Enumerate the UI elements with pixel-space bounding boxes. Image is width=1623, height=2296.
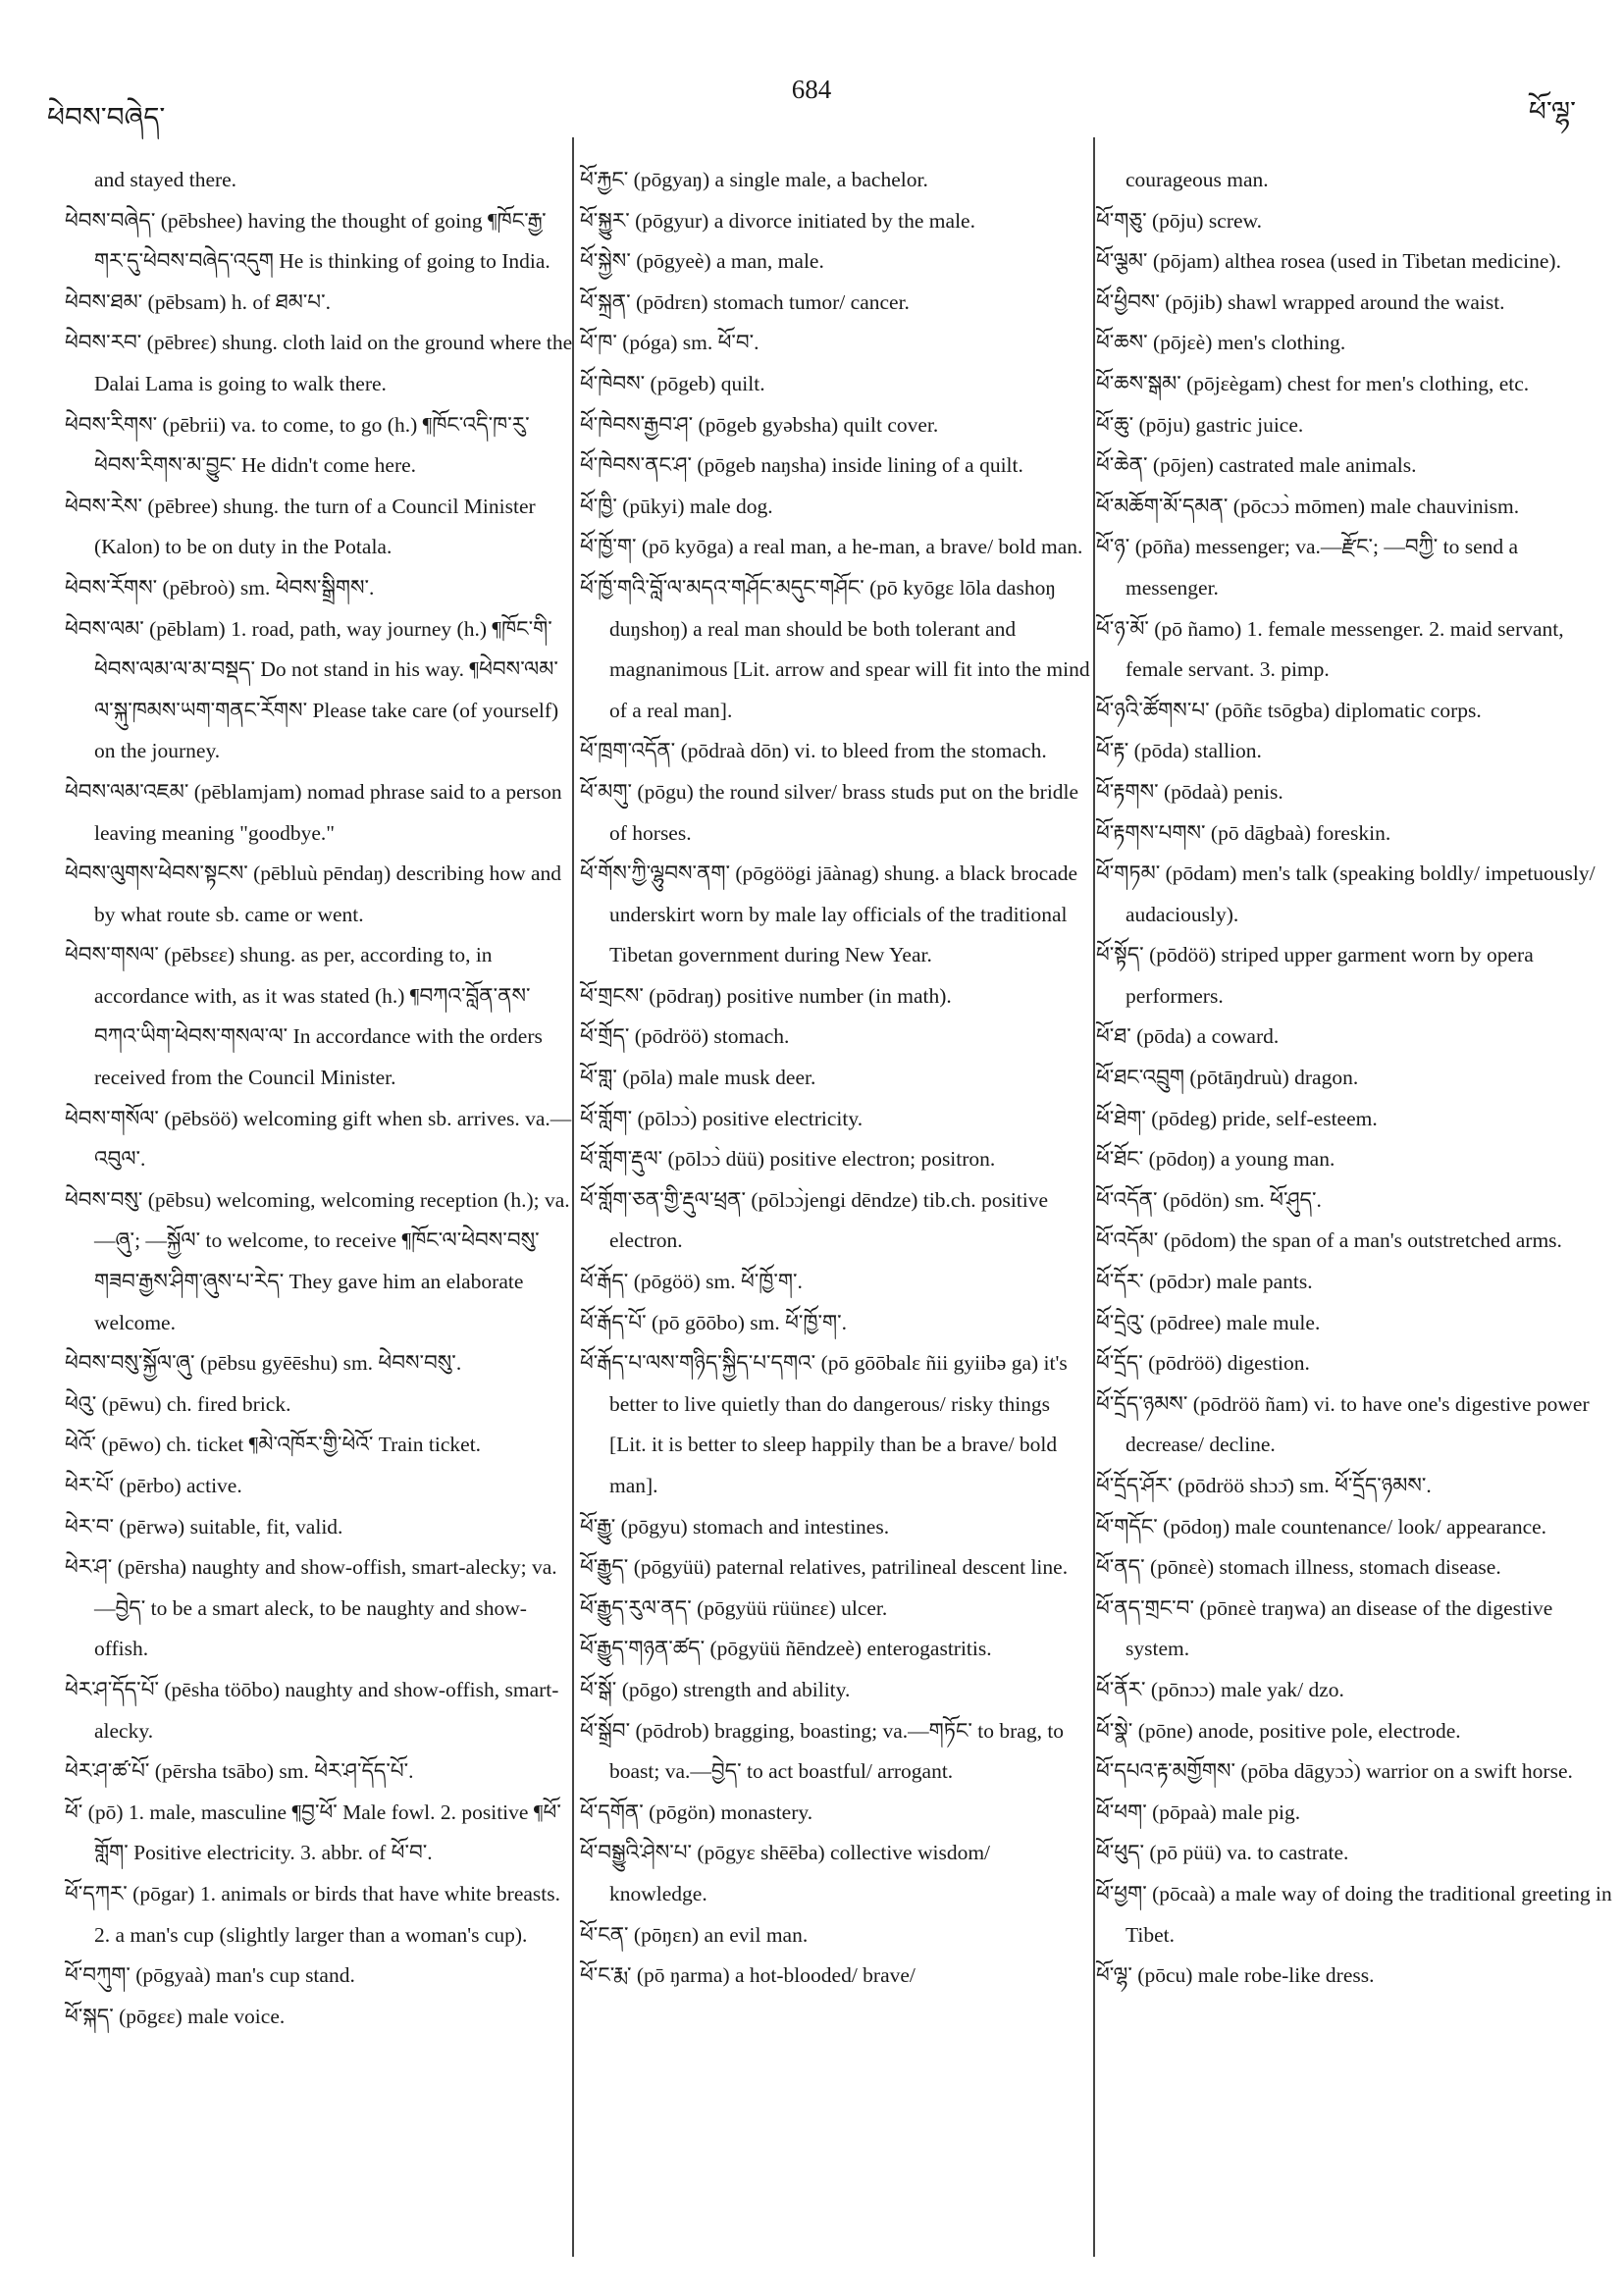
dictionary-entry: ཕོ་དྲོད་ཤོར་ (pōdröö shɔɔ̄) sm. ཕོ་དྲོད་ཉམས་. — [1096, 1474, 1432, 1497]
dictionary-entry: ཕོ་རྒོད་པོ་ (pō gōōbo) sm. ཕོ་ཁྱོ་ག་. — [580, 1310, 848, 1334]
dictionary-entry: ཕོ་ཁེབས་རྒྱབ་ཤ་ (pōgeb gyəbsha) quilt cover. — [580, 412, 939, 437]
dictionary-entry: ཕེར་ཤ་ཚ་པོ་ (pērsha tsābo) sm. ཕེར་ཤ་དོད་པོ་. — [65, 1759, 414, 1784]
dictionary-entry: ཕོ་དྲོད་ཉམས་ (pōdröö ñam) vi. to have one's digestive power decrease/ decline. — [1096, 1391, 1590, 1457]
dictionary-entry: ཕོ་ཐེག་ (pōdeg) pride, self-esteem. — [1096, 1106, 1378, 1130]
dictionary-entry: ཕོ་ཁྱོ་ག་ (pō kyōga) a real man, a he-man, a brave/ bold man. — [580, 535, 1083, 559]
dictionary-entry: ཕོ་མཆོག་མོ་དམན་ (pōcɔɔ̀ mōmen) male chauvinism. — [1096, 494, 1520, 518]
dictionary-entry: ཕོ་རྐྱང་ (pōgyaŋ) a single male, a bachelor. — [580, 168, 928, 191]
dictionary-entry: ཕོ་ (pō) 1. male, masculine ¶བྱ་ཕོ་ Male fowl. 2. positive ¶ཕོ་གློག་ Positive electricity. 3. abbr. of ཕོ་བ་. — [65, 1800, 561, 1865]
dictionary-entry: ཕེབས་རབ་ (pēbreε) shung. cloth laid on the ground where the Dalai Lama is going to walk there. — [65, 331, 573, 395]
dictionary-entry: ཕོ་ཉ་ (pōña) messenger; va.—རྫོང་; —བཀྱི་ to send a messenger. — [1096, 535, 1519, 600]
column-divider — [1093, 137, 1095, 2257]
dictionary-entry: ཕེབས་ཐམ་ (pēbsam) h. of ཐམ་པ་. — [65, 289, 331, 314]
dictionary-entry: ཕོ་སྐྱུར་ (pōgyur) a divorce initiated by the male. — [580, 208, 975, 233]
dictionary-entry: ཕོ་ཕུད་ (pō püü) va. to castrate. — [1096, 1841, 1349, 1865]
dictionary-entry: ཕོ་གླ་ (pōla) male musk deer. — [580, 1066, 816, 1090]
dictionary-entry: ཕོ་བསྒྱུའི་ཤེས་པ་ (pōgyε shēēba) collective wisdom/ knowledge. — [580, 1841, 991, 1905]
dictionary-entry: ཕོ་རྒོད་ (pōgöö) sm. ཕོ་ཁྱོ་ག་. — [580, 1270, 803, 1294]
dictionary-entry: ཕོ་དྲེའུ་ (pōdree) male mule. — [1096, 1310, 1321, 1334]
dictionary-entry: courageous man. — [1126, 168, 1269, 191]
dictionary-entry: ཕོ་ཐོང་ (pōdoŋ) a young man. — [1096, 1147, 1335, 1172]
dictionary-entry: ཕོ་ཆས་སྒམ་ (pōjεègam) chest for men's clothing, etc. — [1096, 371, 1530, 395]
dictionary-entry: ཕོ་སྣེ་ (pōne) anode, positive pole, electrode. — [1096, 1718, 1461, 1743]
dictionary-entry: ཕོ་གློག་རྡུལ་ (pōlɔɔ̀ düü) positive electron; positron. — [580, 1147, 996, 1172]
dictionary-entry: ཕོ་ཆུ་ (pōju) gastric juice. — [1096, 412, 1304, 437]
dictionary-entry: ཕེབས་རེས་ (pēbree) shung. the turn of a Council Minister (Kalon) to be on duty in the Potala. — [65, 494, 536, 559]
dictionary-entry: ཕོ་རྒོད་པ་ལས་གཉིད་སྐྱིད་པ་དགའ་ (pō gōōbalε ñii gyiibə ga) it's better to live quietly than do dangerous/ risky things [Lit. it is better to sleep happily than be a brave/ bold man]. — [580, 1351, 1068, 1497]
dictionary-entry: ཕོ་རྟགས་ (pōdaà) penis. — [1096, 779, 1283, 804]
dictionary-entry: ཕེབས་ལམ་ (pēblam) 1. road, path, way journey (h.) ¶ཁོང་གི་ཕེབས་ལམ་ལ་མ་བསྡད་ Do not stand in his way. ¶ཕེབས་ལམ་ལ་སྐུ་ཁམས་ཡག་གནང་རོགས་ Please take care (of yourself) on the journey. — [65, 616, 559, 763]
dictionary-entry: ཕོ་ཉའི་ཚོགས་པ་ (pōñε tsōgba) diplomatic corps. — [1096, 698, 1482, 722]
dictionary-entry: ཕོ་གློག་ (pōlɔɔ̀) positive electricity. — [580, 1106, 864, 1130]
dictionary-column-2 — [580, 160, 1090, 1997]
dictionary-entry: ཕོ་ནད་ (pōnεè) stomach illness, stomach disease. — [1096, 1555, 1501, 1580]
dictionary-entry: ཕོ་འདོན་ (pōdön) sm. ཕོ་ཤུད་. — [1096, 1187, 1322, 1212]
dictionary-entry: ཕོ་ལྕམ་ (pōjam) althea rosea (used in Tibetan medicine). — [1096, 249, 1561, 274]
dictionary-entry: ཕོ་ནད་གྲང་བ་ (pōnεè traŋwa) an disease of the digestive system. — [1096, 1595, 1553, 1661]
dictionary-column-1 — [65, 160, 575, 2037]
dictionary-entry: ཕེབས་གསོལ་ (pēbsöö) welcoming gift when sb. arrives. va.—འབུལ་. — [65, 1106, 572, 1172]
dictionary-entry: ཕོ་གཏམ་ (pōdam) men's talk (speaking boldly/ impetuously/ audaciously). — [1096, 861, 1596, 926]
dictionary-entry: ཕེབས་བསུ་སྐྱོལ་ཞུ་ (pēbsu gyēēshu) sm. ཕེབས་བསུ་. — [65, 1351, 462, 1376]
running-headword-right: ཕོ་ལྷ་ — [1528, 97, 1576, 128]
dictionary-entry: ཕོ་རྟ་ (pōda) stallion. — [1096, 739, 1262, 763]
dictionary-entry: ཕོ་སྐྱེས་ (pōgyeè) a man, male. — [580, 249, 824, 274]
dictionary-column-3 — [1096, 160, 1616, 1997]
dictionary-entry: ཕོ་ཐ་ (pōda) a coward. — [1096, 1024, 1280, 1049]
dictionary-entry: ཕོ་འདོམ་ (pōdom) the span of a man's outstretched arms. — [1096, 1228, 1562, 1253]
dictionary-entry: ཕོ་སྐད་ (pōgεε) male voice. — [65, 2004, 286, 2028]
dictionary-entry: ཕོ་རྒྱུད་ (pōgyüü) paternal relatives, patrilineal descent line. — [580, 1555, 1069, 1580]
dictionary-entry: ཕེབས་བསུ་ (pēbsu) welcoming, welcoming reception (h.); va.—ཞུ་; —སྐྱོལ་ to welcome, to receive ¶ཁོང་ལ་ཕེབས་བསུ་གཟབ་རྒྱས་ཤིག་ཞུས་པ་རེད་ They gave him an elaborate welcome. — [65, 1187, 570, 1334]
dictionary-entry: ཕོ་ང་རྨ་ (pō ŋarma) a hot-blooded/ brave/ — [580, 1963, 916, 1988]
dictionary-entry: ཕོ་ཕྱིབས་ (pōjib) shawl wrapped around the waist. — [1096, 289, 1505, 314]
dictionary-entry: ཕོ་ཁྱི་ (pūkyi) male dog. — [580, 494, 773, 518]
dictionary-entry: ཕོ་སྒོ་ (pōgo) strength and ability. — [580, 1677, 851, 1701]
dictionary-entry: ཕོ་སྐྲན་ (pōdrεn) stomach tumor/ cancer. — [580, 289, 910, 314]
dictionary-entry: ཕོ་གོས་ཀྱི་ལྷུབས་ནག་ (pōgöögi jāànag) shung. a black brocade underskirt worn by male lay officials of the traditional Tibetan government during New Year. — [580, 861, 1078, 967]
dictionary-entry: ཕོ་གློག་ཅན་གྱི་རྡུལ་ཕྲན་ (pōlɔɔ̀jengi dēndze) tib.ch. positive electron. — [580, 1187, 1049, 1253]
dictionary-entry: ཕོ་མགུ་ (pōgu) the round silver/ brass studs put on the bridle of horses. — [580, 779, 1079, 845]
dictionary-entry: ཕེབས་བཞེད་ (pēbshee) having the thought of going ¶ཁོང་རྒྱ་གར་དུ་ཕེབས་བཞེད་འདུག He is thinking of going to India. — [65, 208, 550, 274]
dictionary-entry: ཕོ་ལྷ་ (pōcu) male robe-like dress. — [1096, 1963, 1375, 1988]
dictionary-entry: ཕོ་རྒྱུད་གཉན་ཚད་ (pōgyüü ñēndzeè) enterogastritis. — [580, 1637, 992, 1661]
dictionary-entry: ཕོ་གདོང་ (pōdoŋ) male countenance/ look/ appearance. — [1096, 1514, 1547, 1539]
dictionary-entry: ཕོ་སྒྲོབ་ (pōdrob) bragging, boasting; va.—གཏོང་ to brag, to boast; va.—བྱེད་ to act boastful/ arrogant. — [580, 1718, 1065, 1784]
dictionary-entry: ཕོ་གཅུ་ (pōju) screw. — [1096, 208, 1263, 233]
dictionary-entry: ཕོ་ཆས་ (pōjεè) men's clothing. — [1096, 331, 1346, 355]
dictionary-entry: ཕོ་དགོན་ (pōgön) monastery. — [580, 1800, 813, 1824]
dictionary-entry: ཕེབས་ལམ་འཇམ་ (pēblamjam) nomad phrase said to a person leaving meaning "goodbye." — [65, 779, 562, 845]
dictionary-entry: ཕེབས་རོགས་ (pēbroò) sm. ཕེབས་སྒྲིགས་. — [65, 575, 375, 600]
dictionary-entry: ཕོ་དོར་ (pōdɔr) male pants. — [1096, 1270, 1313, 1294]
dictionary-entry: ཕོ་ཁ་ (póga) sm. ཕོ་བ་. — [580, 331, 759, 355]
dictionary-entry: ཕོ་གྲོད་ (pōdröö) stomach. — [580, 1024, 790, 1049]
dictionary-entry: ཕེར་བ་ (pērwə) suitable, fit, valid. — [65, 1514, 343, 1539]
dictionary-entry: ཕོ་རྒྱུད་རུལ་ནད་ (pōgyüü rüünεε) ulcer. — [580, 1595, 888, 1620]
running-headword-left: ཕེབས་བཞེད་ — [47, 103, 166, 133]
dictionary-entry: ཕོ་གྲངས་ (pōdraŋ) positive number (in math). — [580, 983, 952, 1008]
dictionary-entry: ཕེབས་ལུགས་ཕེབས་སྟངས་ (pēbluù pēndaŋ) describing how and by what route sb. came or went. — [65, 861, 562, 926]
dictionary-entry: ཕོ་ཁྱོ་གའི་བློ་ལ་མདའ་གཤོང་མདུང་གཤོང་ (pō kyōgε lōla dashoŋ duŋshoŋ) a real man should be both tolerant and magnanimous [Lit. arrow and spear will fit into the mind of a real man]. — [580, 575, 1090, 722]
dictionary-entry: ཕོ་ཁེབས་ནང་ཤ་ (pōgeb naŋsha) inside lining of a quilt. — [580, 453, 1023, 478]
dictionary-entry: ཕོ་ཐང་འབྲུག (pōtāŋdruù) dragon. — [1096, 1066, 1359, 1090]
dictionary-entry: ཕོ་རྒྱུ་ (pōgyu) stomach and intestines. — [580, 1514, 890, 1539]
dictionary-entry: ཕོ་སྟོད་ (pōdöö) striped upper garment worn by opera performers. — [1096, 943, 1534, 1008]
dictionary-entry: ཕོ་ཉ་མོ་ (pō ñamo) 1. female messenger. 2. maid servant, female servant. 3. pimp. — [1096, 616, 1564, 682]
dictionary-entry: ཕེར་པོ་ (pērbo) active. — [65, 1474, 242, 1497]
dictionary-entry: ཕོ་ཕྱག་ (pōcaà) a male way of doing the traditional greeting in Tibet. — [1096, 1881, 1612, 1947]
dictionary-entry: ཕོ་དཔའ་རྟ་མགྱོགས་ (pōba dāgyɔɔ̀) warrior on a swift horse. — [1096, 1759, 1573, 1784]
dictionary-entry: ཕེབས་གསལ་ (pēbsεε) shung. as per, according to, in accordance with, as it was stated (h.) ¶བཀའ་བློན་ནས་བཀའ་ཡིག་ཕེབས་གསལ་ལ་ In accordance with the orders received from the Council Minister. — [65, 943, 543, 1090]
dictionary-entry: ཕོ་ངན་ (pōŋεn) an evil man. — [580, 1922, 809, 1947]
dictionary-entry: ཕེར་ཤ་དོད་པོ་ (pēsha töōbo) naughty and show-offish, smart-alecky. — [65, 1677, 559, 1743]
dictionary-entry: and stayed there. — [94, 168, 237, 191]
dictionary-entry: ཕེབས་རིགས་ (pēbrii) va. to come, to go (h.) ¶ཁོང་འདི་ཁ་རུ་ཕེབས་རིགས་མ་བྱུང་ He didn't come here. — [65, 412, 530, 478]
dictionary-entry: ཕེའུ་ (pēwu) ch. fired brick. — [65, 1391, 291, 1416]
dictionary-entry: ཕོ་རྟགས་པགས་ (pō dāgbaà) foreskin. — [1096, 820, 1391, 845]
dictionary-entry: ཕོ་དཀར་ (pōgar) 1. animals or birds that have white breasts. 2. a man's cup (slightly larger than a woman's cup). — [65, 1881, 561, 1947]
dictionary-entry: ཕོ་ནོར་ (pōnɔɔ) male yak/ dzo. — [1096, 1677, 1344, 1701]
dictionary-entry: ཕོ་ཕག་ (pōpaà) male pig. — [1096, 1800, 1301, 1824]
dictionary-entry: ཕོ་ཁེབས་ (pōgeb) quilt. — [580, 371, 765, 395]
dictionary-entry: ཕོ་ཁྲག་འདོན་ (pōdraà dōn) vi. to bleed from the stomach. — [580, 739, 1047, 763]
dictionary-entry: ཕོ་བཀུག་ (pōgyaà) man's cup stand. — [65, 1963, 355, 1988]
page-number: 684 — [791, 75, 832, 104]
dictionary-entry: ཕོ་དྲོད་ (pōdröö) digestion. — [1096, 1351, 1310, 1376]
dictionary-entry: ཕེར་ཤ་ (pērsha) naughty and show-offish, smart-alecky; va.—བྱེད་ to be a smart aleck, to be naughty and show-offish. — [65, 1555, 557, 1661]
dictionary-entry: ཕེའོ་ (pēwo) ch. ticket ¶མེ་འཁོར་གྱི་ཕེའོ་ Train ticket. — [65, 1433, 482, 1457]
dictionary-entry: ཕོ་ཆེན་ (pōjen) castrated male animals. — [1096, 453, 1417, 478]
